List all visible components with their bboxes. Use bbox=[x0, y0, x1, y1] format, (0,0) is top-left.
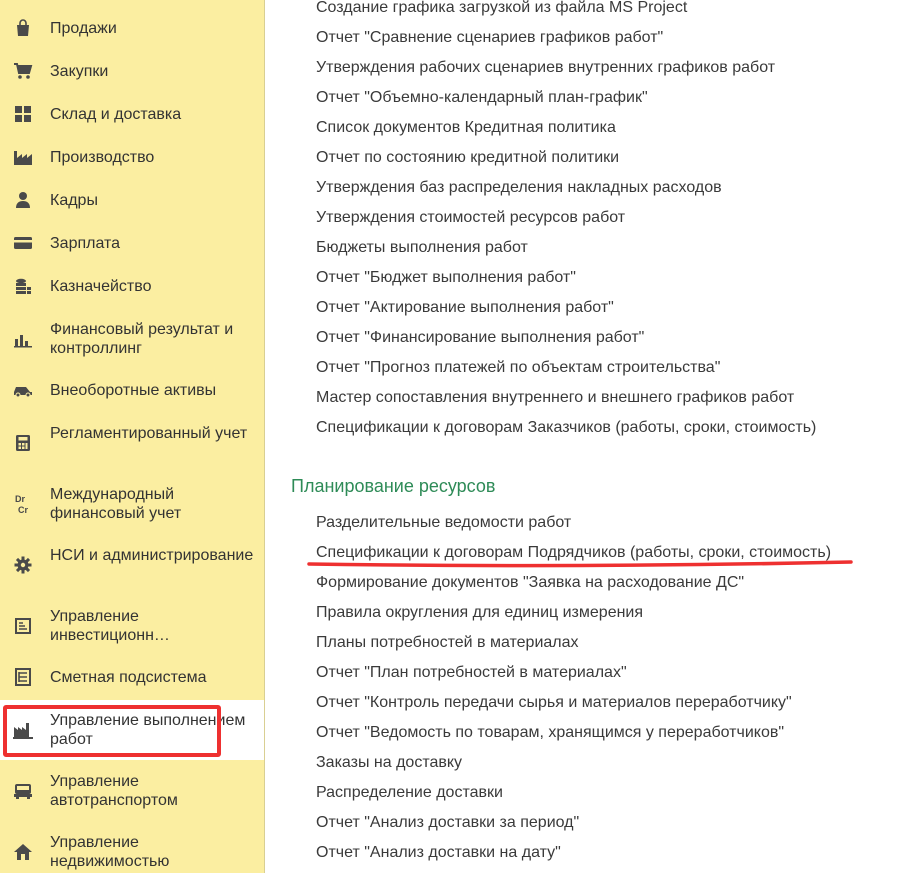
sidebar-item-warehouse[interactable] bbox=[0, 98, 264, 130]
svg-text:Dr: Dr bbox=[15, 494, 26, 504]
link-report-processor-goods[interactable]: Отчет "Ведомость по товарам, хранящимся у переработчиков" bbox=[316, 724, 785, 741]
svg-text:Cr: Cr bbox=[18, 505, 29, 515]
sidebar-item-sales[interactable] bbox=[0, 12, 264, 44]
sidebar-item-transport[interactable] bbox=[0, 769, 264, 813]
link-rounding-rules[interactable]: Правила округления для единиц измерения bbox=[316, 604, 644, 621]
link-work-separation-sheets[interactable]: Разделительные ведомости работ bbox=[316, 514, 572, 531]
sidebar-item-hr[interactable] bbox=[0, 184, 264, 216]
link-credit-policy-docs[interactable]: Список документов Кредитная политика bbox=[316, 119, 616, 136]
link-approve-overhead-bases[interactable]: Утверждения баз распределения накладных расходов bbox=[316, 179, 722, 196]
calculator-icon bbox=[12, 433, 34, 453]
sidebar-item-estimates[interactable] bbox=[0, 661, 264, 693]
sidebar-item-label: Международный финансовый учет bbox=[50, 486, 182, 522]
link-report-material-needs[interactable]: Отчет "План потребностей в материалах" bbox=[316, 664, 627, 681]
sidebar-item-label: Финансовый результат и контроллинг bbox=[50, 321, 234, 357]
link-approve-work-scenarios[interactable]: Утверждения рабочих сценариев внутренних графиков работ bbox=[316, 59, 776, 76]
link-delivery-orders[interactable]: Заказы на доставку bbox=[316, 754, 463, 771]
sidebar-item-label: Управление недвижимостью bbox=[50, 834, 170, 870]
sidebar-item-salary[interactable] bbox=[0, 227, 264, 259]
link-report-work-budget[interactable]: Отчет "Бюджет выполнения работ" bbox=[316, 269, 576, 286]
factory-icon bbox=[12, 147, 34, 167]
sidebar-item-real-estate[interactable] bbox=[0, 830, 264, 874]
sidebar-item-label: Производство bbox=[50, 148, 155, 166]
sidebar-item-international-accounting[interactable] bbox=[0, 482, 264, 526]
house-icon bbox=[12, 842, 34, 862]
cart-icon bbox=[12, 61, 34, 81]
sidebar-item-label: Управление автотранспортом bbox=[50, 773, 178, 809]
sidebar-item-financial-result[interactable] bbox=[0, 317, 264, 361]
warehouse-icon bbox=[12, 104, 34, 124]
link-material-needs-plans[interactable]: Планы потребностей в материалах bbox=[316, 634, 579, 651]
link-report-schedule-scenarios[interactable]: Отчет "Сравнение сценариев графиков работ" bbox=[316, 29, 664, 46]
sidebar-item-label: НСИ и администрирование bbox=[50, 547, 254, 564]
sidebar-item-purchases[interactable] bbox=[0, 55, 264, 87]
link-contractor-contract-specs[interactable]: Спецификации к договорам Подрядчиков (работы, сроки, стоимость) bbox=[316, 544, 832, 561]
sidebar-item-admin[interactable] bbox=[0, 543, 264, 587]
sidebar-item-treasury[interactable] bbox=[0, 270, 264, 302]
link-report-delivery-period[interactable]: Отчет "Анализ доставки за период" bbox=[316, 814, 580, 831]
sidebar-item-label: Управление выполнением работ bbox=[50, 712, 246, 748]
link-report-payment-forecast[interactable]: Отчет "Прогноз платежей по объектам строительства" bbox=[316, 359, 721, 376]
sidebar-item-production[interactable] bbox=[0, 141, 264, 173]
sidebar-item-label: Управление инвестиционн… bbox=[50, 608, 170, 644]
sidebar-item-label: Сметная подсистема bbox=[50, 668, 207, 686]
sidebar-item-investment[interactable] bbox=[0, 604, 264, 648]
truck-icon bbox=[12, 781, 34, 801]
link-report-credit-policy[interactable]: Отчет по состоянию кредитной политики bbox=[316, 149, 620, 166]
sidebar-item-regulated-accounting[interactable] bbox=[0, 421, 264, 465]
link-customer-contract-specs[interactable]: Спецификации к договорам Заказчиков (работы, сроки, стоимость) bbox=[316, 419, 817, 436]
link-work-budgets[interactable]: Бюджеты выполнения работ bbox=[316, 239, 528, 256]
link-report-processor-transfer[interactable]: Отчет "Контроль передачи сырья и материалов переработчику" bbox=[316, 694, 792, 711]
link-form-cash-requests[interactable]: Формирование документов "Заявка на расходование ДС" bbox=[316, 574, 745, 591]
sidebar-item-fixed-assets[interactable] bbox=[0, 374, 264, 406]
gear-icon bbox=[12, 555, 34, 575]
sidebar bbox=[0, 0, 265, 873]
sidebar-item-label: Регламентированный учет bbox=[50, 425, 248, 442]
sidebar-item-label: Зарплата bbox=[50, 234, 121, 252]
link-schedule-matching-wizard[interactable]: Мастер сопоставления внутреннего и внешнего графиков работ bbox=[316, 389, 795, 406]
link-report-work-financing[interactable]: Отчет "Финансирование выполнения работ" bbox=[316, 329, 645, 346]
sidebar-item-label: Внеоборотные активы bbox=[50, 381, 217, 399]
sidebar-item-label: Кадры bbox=[50, 191, 98, 209]
investment-icon bbox=[12, 616, 34, 636]
car-icon bbox=[12, 380, 34, 400]
sidebar-item-label: Закупки bbox=[50, 62, 109, 80]
link-ms-project-import[interactable]: Создание графика загрузкой из файла MS Project bbox=[316, 0, 688, 16]
link-approve-resource-costs[interactable]: Утверждения стоимостей ресурсов работ bbox=[316, 209, 626, 226]
estimate-icon bbox=[12, 667, 34, 687]
sidebar-item-label: Казначейство bbox=[50, 277, 152, 295]
section-title-resource-planning: Планирование ресурсов bbox=[291, 476, 496, 496]
main-content bbox=[266, 0, 914, 873]
sidebar-item-work-management[interactable] bbox=[0, 700, 264, 760]
sidebar-item-label: Продажи bbox=[50, 19, 117, 37]
shopping-bag-icon bbox=[12, 18, 34, 38]
link-report-volume-calendar[interactable]: Отчет "Объемно-календарный план-график" bbox=[316, 89, 648, 106]
sidebar-item-label: Склад и доставка bbox=[50, 105, 182, 123]
bar-chart-icon bbox=[12, 329, 34, 349]
coins-icon bbox=[12, 276, 34, 296]
person-icon bbox=[12, 190, 34, 210]
dr-cr-icon bbox=[12, 492, 34, 516]
link-report-work-acts[interactable]: Отчет "Актирование выполнения работ" bbox=[316, 299, 614, 316]
work-management-icon bbox=[12, 720, 34, 740]
link-report-delivery-date[interactable]: Отчет "Анализ доставки на дату" bbox=[316, 844, 561, 861]
wallet-icon bbox=[12, 233, 34, 253]
link-delivery-distribution[interactable]: Распределение доставки bbox=[316, 784, 503, 801]
